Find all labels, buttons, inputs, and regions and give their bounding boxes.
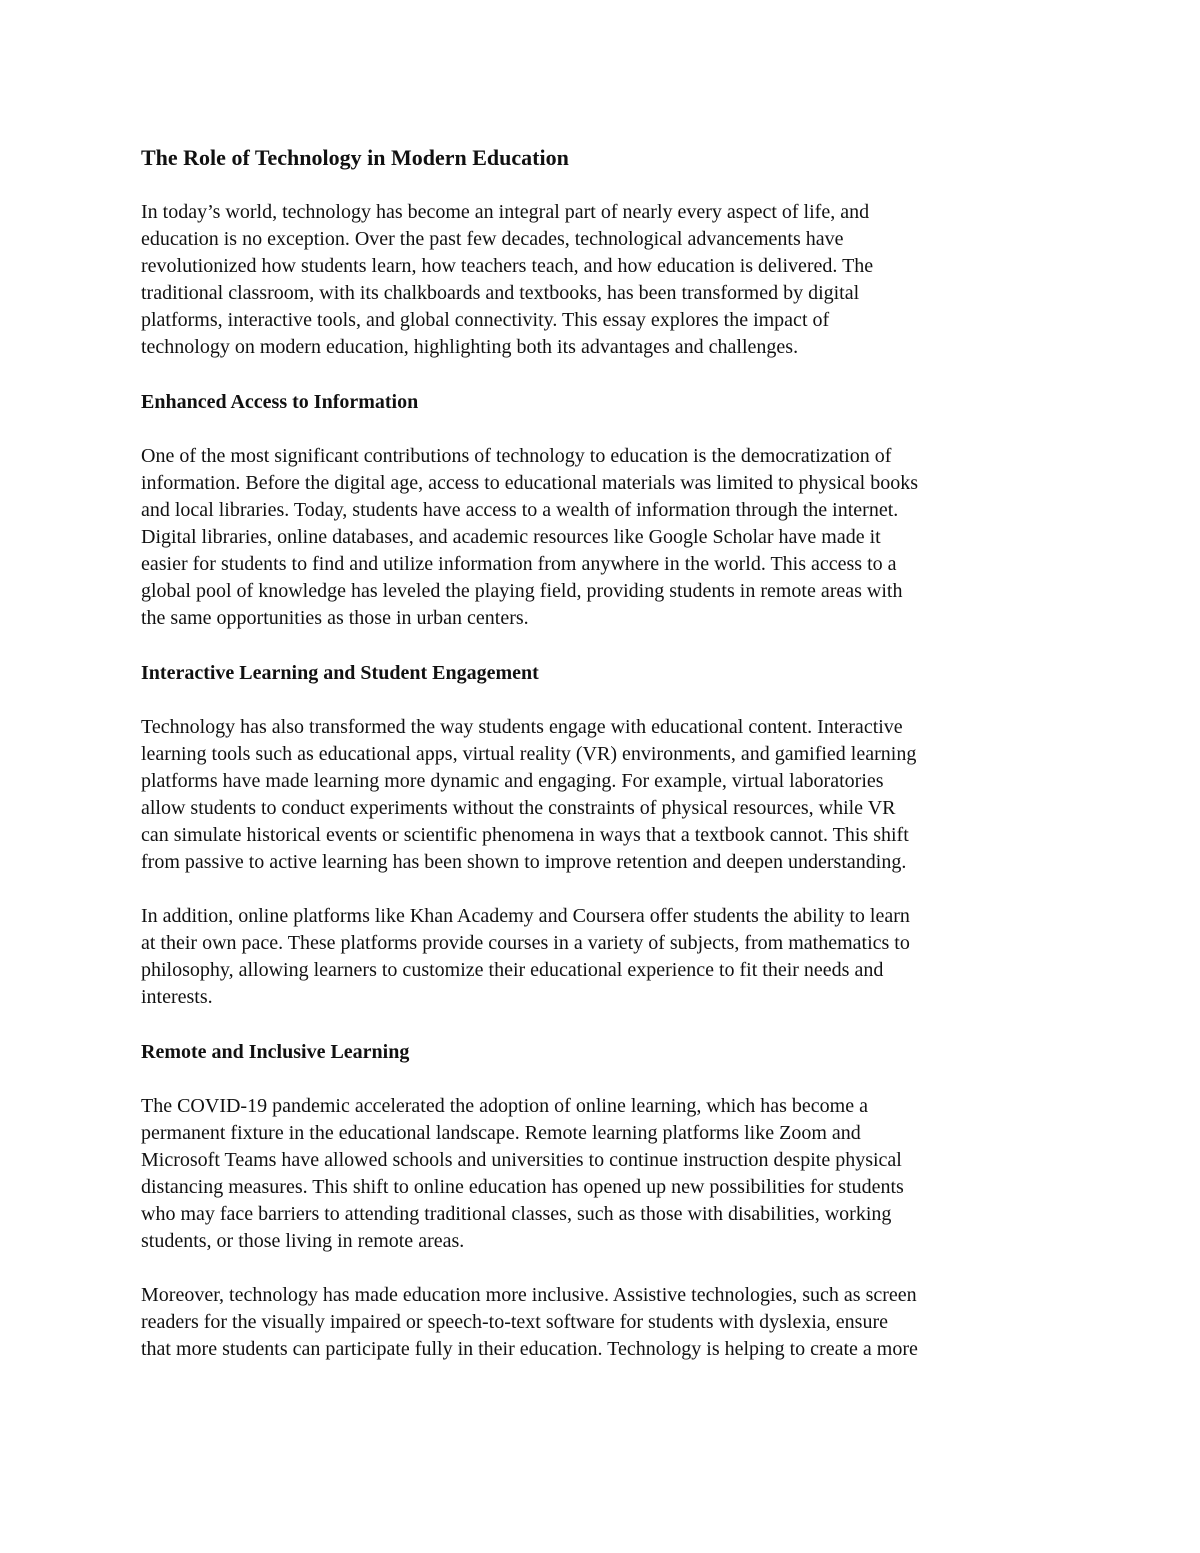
section-paragraph — [141, 903, 1061, 1011]
paragraph-line: the same opportunities as those in urban centers. — [141, 607, 529, 629]
paragraph-line: can simulate historical events or scientific phenomena in ways that a textbook cannot. This shift — [141, 824, 909, 846]
paragraph-line: interests. — [141, 986, 213, 1008]
paragraph-line: platforms, interactive tools, and global connectivity. This essay explores the impact of — [141, 309, 830, 331]
section-paragraph — [141, 714, 1061, 876]
paragraph-line: Digital libraries, online databases, and academic resources like Google Scholar have made it — [141, 526, 881, 548]
intro-paragraph — [141, 199, 1061, 361]
paragraph-line: global pool of knowledge has leveled the playing field, providing students in remote areas with — [141, 580, 903, 602]
section-heading-remote: Remote and Inclusive Learning — [141, 1041, 410, 1063]
paragraph-line: revolutionized how students learn, how teachers teach, and how education is delivered. The — [141, 255, 874, 277]
document-body — [141, 143, 1061, 1390]
paragraph-line: Technology has also transformed the way students engage with educational content. Interactive — [141, 716, 903, 738]
paragraph-line: students, or those living in remote areas. — [141, 1230, 465, 1252]
paragraph-line: allow students to conduct experiments without the constraints of physical resources, while VR — [141, 797, 896, 819]
section-paragraph — [141, 1093, 1061, 1255]
section-heading-access: Enhanced Access to Information — [141, 391, 419, 413]
paragraph-line: that more students can participate fully in their education. Technology is helping to create a more — [141, 1338, 918, 1360]
page-title: The Role of Technology in Modern Education — [141, 145, 569, 170]
paragraph-line: education is no exception. Over the past few decades, technological advancements have — [141, 228, 844, 250]
section-paragraph — [141, 1282, 1061, 1363]
paragraph-line: distancing measures. This shift to online education has opened up new possibilities for students — [141, 1176, 904, 1198]
paragraph-line: traditional classroom, with its chalkboards and textbooks, has been transformed by digital — [141, 282, 860, 304]
paragraph-line: In addition, online platforms like Khan Academy and Coursera offer students the ability to learn — [141, 905, 910, 927]
paragraph-line: from passive to active learning has been shown to improve retention and deepen understanding. — [141, 851, 907, 873]
paragraph-line: readers for the visually impaired or speech-to-text software for students with dyslexia, ensure — [141, 1311, 888, 1333]
paragraph-line: Microsoft Teams have allowed schools and universities to continue instruction despite physical — [141, 1149, 902, 1171]
paragraph-line: learning tools such as educational apps, virtual reality (VR) environments, and gamified learning — [141, 743, 917, 765]
paragraph-line: information. Before the digital age, access to educational materials was limited to physical books — [141, 472, 918, 494]
paragraph-line: In today’s world, technology has become an integral part of nearly every aspect of life, and — [141, 201, 870, 223]
paragraph-line: who may face barriers to attending traditional classes, such as those with disabilities, working — [141, 1203, 892, 1225]
section-paragraph — [141, 443, 1061, 632]
paragraph-line: at their own pace. These platforms provide courses in a variety of subjects, from mathematics to — [141, 932, 910, 954]
paragraph-line: platforms have made learning more dynamic and engaging. For example, virtual laboratories — [141, 770, 884, 792]
paragraph-line: The COVID-19 pandemic accelerated the adoption of online learning, which has become a — [141, 1095, 868, 1117]
paragraph-line: easier for students to find and utilize information from anywhere in the world. This access to a — [141, 553, 897, 575]
section-heading-interactive: Interactive Learning and Student Engagement — [141, 662, 539, 684]
paragraph-line: One of the most significant contributions of technology to education is the democratization of — [141, 445, 892, 467]
paragraph-line: technology on modern education, highlighting both its advantages and challenges. — [141, 336, 799, 358]
paragraph-line: permanent fixture in the educational landscape. Remote learning platforms like Zoom and — [141, 1122, 861, 1144]
paragraph-line: philosophy, allowing learners to customize their educational experience to fit their needs and — [141, 959, 884, 981]
paragraph-line: Moreover, technology has made education more inclusive. Assistive technologies, such as screen — [141, 1284, 917, 1306]
paragraph-line: and local libraries. Today, students have access to a wealth of information through the internet. — [141, 499, 899, 521]
